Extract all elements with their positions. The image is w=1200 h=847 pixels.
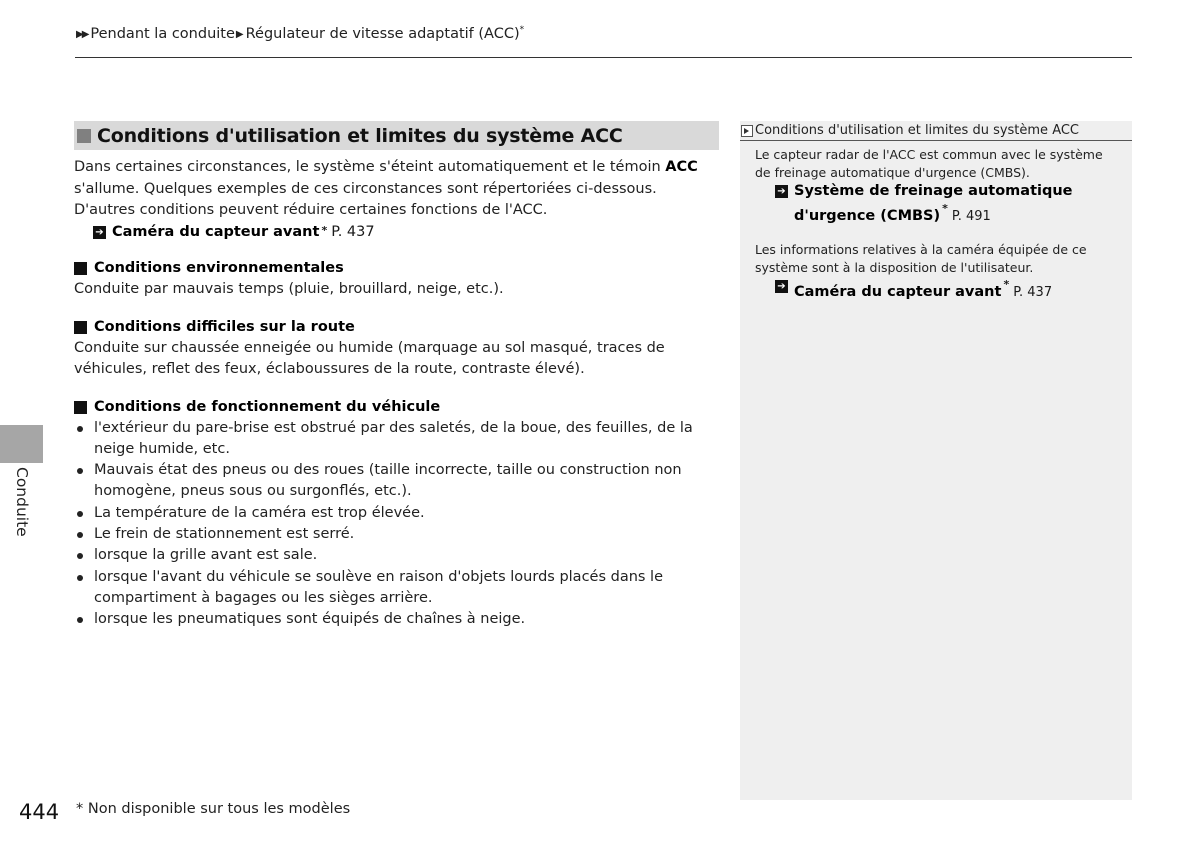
- chapter-tab-label: Conduite: [13, 467, 31, 537]
- black-square-icon: [74, 321, 87, 334]
- section-title: Conditions d'utilisation et limites du système ACC: [97, 124, 623, 147]
- subsection-text: Conduite par mauvais temps (pluie, brouillard, neige, etc.).: [74, 281, 504, 297]
- cross-reference-icon: ➔: [93, 226, 106, 239]
- subsection-vehicle: [74, 397, 719, 631]
- breadcrumb-level2[interactable]: Régulateur de vitesse adaptatif (ACC): [245, 25, 520, 42]
- cross-reference-icon: ➔: [775, 185, 788, 198]
- list-item: La température de la caméra est trop élevée.: [74, 503, 719, 524]
- sidebar-text: Le capteur radar de l'ACC est commun avec le système de freinage automatique d'urgence (CMBS).: [755, 147, 1103, 180]
- page-number: 444: [19, 800, 60, 824]
- sidebar-text: Les informations relatives à la caméra équipée de ce système sont à la disposition de l'utilisateur.: [755, 241, 1087, 275]
- black-square-icon: [74, 401, 87, 414]
- cross-reference-cmbs[interactable]: ➔ Système de freinage automatique d'urgence (CMBS) *P. 491: [740, 182, 1132, 226]
- list-item: lorsque les pneumatiques sont équipés de chaînes à neige.: [74, 609, 719, 630]
- section-title-bar: [74, 121, 719, 150]
- list-item: lorsque l'avant du véhicule se soulève en raison d'objets lourds placés dans le compartiment à bagages ou les sièges arrière.: [74, 567, 719, 610]
- sidebar-heading: Conditions d'utilisation et limites du système ACC: [740, 121, 1132, 141]
- vehicle-conditions-list: [74, 418, 719, 631]
- list-item: Le frein de stationnement est serré.: [74, 524, 719, 545]
- acc-indicator-label: ACC: [665, 159, 698, 175]
- section-square-icon: [77, 129, 91, 143]
- triangle-icon: ▶: [235, 28, 244, 40]
- subsection-heading: Conditions de fonctionnement du véhicule: [74, 397, 719, 418]
- list-item: l'extérieur du pare-brise est obstrué par des saletés, de la boue, des feuilles, de la neige humide, etc.: [74, 418, 719, 461]
- cross-reference-icon: ➔: [775, 280, 788, 293]
- header-rule: [75, 57, 1132, 58]
- breadcrumb-star: *: [519, 25, 525, 35]
- subsection-road: [74, 317, 719, 381]
- chapter-tab[interactable]: [0, 467, 43, 547]
- breadcrumb-level1[interactable]: Pendant la conduite: [90, 25, 235, 42]
- footnote: * Non disponible sur tous les modèles: [76, 801, 351, 817]
- double-triangle-icon: ▶▶: [76, 28, 88, 40]
- note-marker-icon: [741, 125, 753, 137]
- subsection-text: Conduite sur chaussée enneigée ou humide (marquage au sol masqué, traces de véhicules, reflet des feux, éclaboussures de la route, contraste élevé).: [74, 339, 665, 377]
- cross-reference-camera[interactable]: ➔ Caméra du capteur avant *P. 437: [740, 277, 1132, 302]
- list-item: Mauvais état des pneus ou des roues (taille incorrecte, taille ou construction non homogène, pneus sous ou surgonflés, etc.).: [74, 460, 719, 503]
- cross-reference-camera[interactable]: ➔ Caméra du capteur avant * P. 437: [74, 222, 719, 244]
- black-square-icon: [74, 262, 87, 275]
- breadcrumb: [76, 25, 524, 42]
- subsection-heading: Conditions environnementales: [74, 258, 719, 279]
- subsection-environment: [74, 258, 719, 301]
- chapter-tab-marker: [0, 425, 43, 463]
- subsection-heading: Conditions difficiles sur la route: [74, 317, 719, 338]
- list-item: lorsque la grille avant est sale.: [74, 545, 719, 566]
- sidebar-notes: [740, 121, 1132, 800]
- main-column: [74, 121, 719, 630]
- section-intro: Dans certaines circonstances, le système s'éteint automatiquement et le témoin ACC s'allume. Quelques exemples de ces circonstances sont répertoriées ci-dessous. D'autres conditions peuvent réduire certaines fonctions de l'ACC.: [74, 159, 698, 218]
